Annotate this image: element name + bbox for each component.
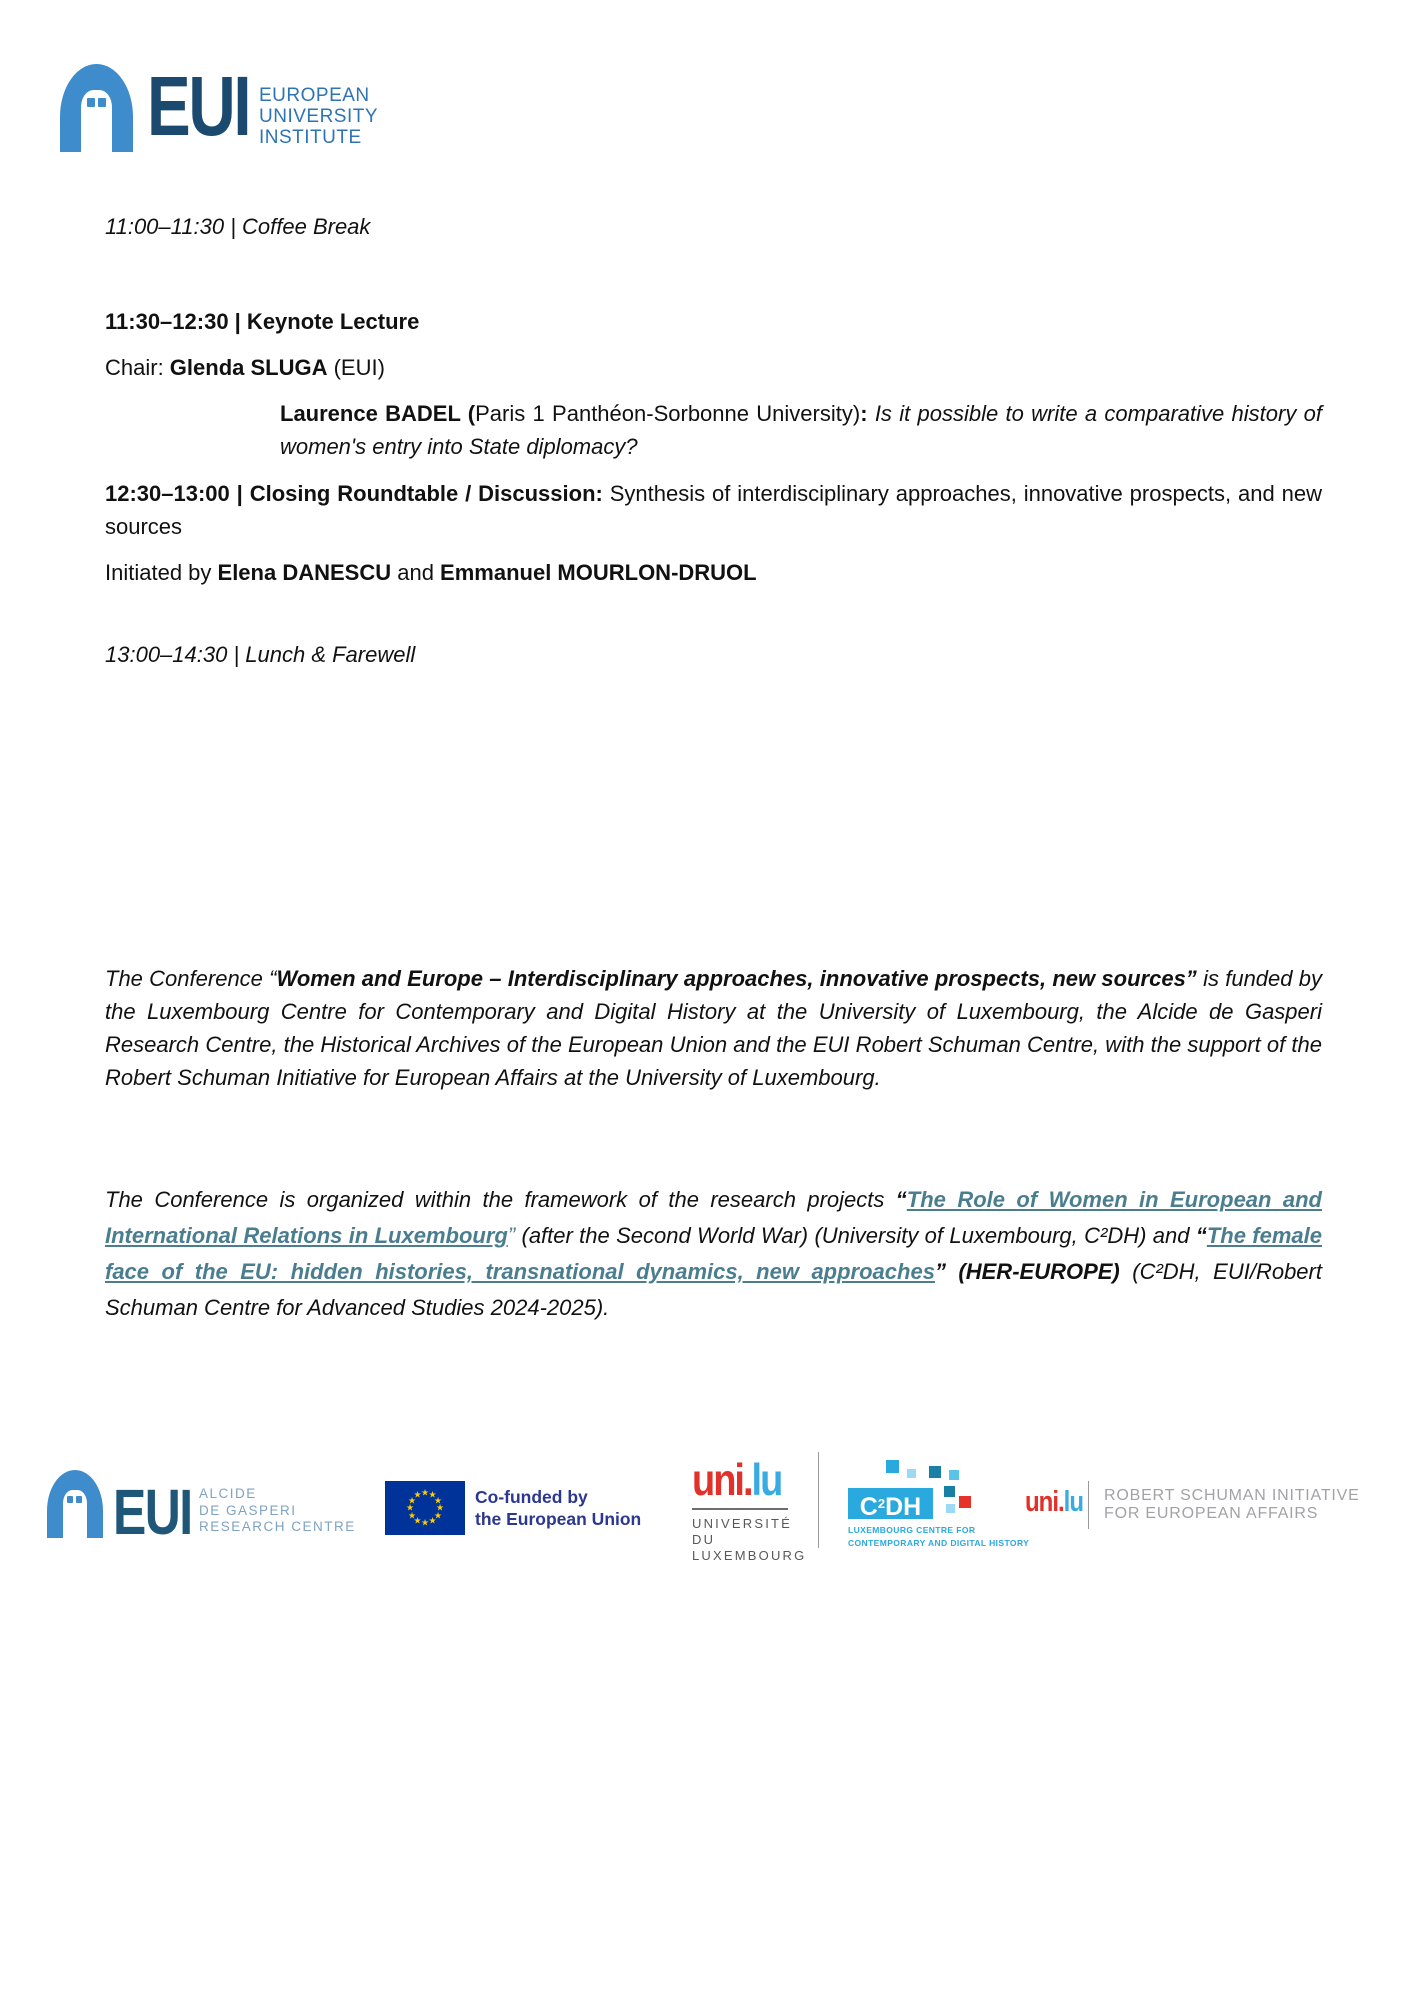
c2dh-letters: DH — [885, 1493, 922, 1521]
quote-mark: “ — [895, 1187, 907, 1212]
eu-cofunded-text — [475, 1486, 641, 1530]
c2dh-square — [944, 1486, 955, 1497]
eui-arch-door — [81, 90, 112, 152]
star-icon: ★ — [405, 1502, 415, 1513]
c2dh-square — [886, 1460, 899, 1473]
c2dh-square — [946, 1504, 955, 1513]
unilu-brand-blue: lu — [751, 1456, 782, 1506]
projects-mid: (after the Second World War) (University of Luxembourg, C²DH) and — [515, 1223, 1196, 1248]
rsi-name — [1104, 1487, 1360, 1523]
star-icon: ★ — [433, 1510, 443, 1520]
rsi-unilu-red: uni. — [1025, 1486, 1064, 1518]
quote-mark: ” — [934, 1259, 959, 1284]
projects-paragraph — [105, 1182, 1322, 1326]
unilu-name — [692, 1508, 807, 1564]
initiated-label: Initiated by — [105, 560, 218, 585]
quote-mark: “ — [1195, 1223, 1207, 1248]
projects-end: (C²DH, EUI/Robert Schuman Centre for Advanced Studies 2024-2025). — [105, 1259, 1322, 1320]
initiator-name: Emmanuel MOURLON-DRUOL — [440, 560, 757, 585]
roundtable-title: 12:30–13:00 | Closing Roundtable / Discussion: — [105, 481, 603, 506]
conference-title: Women and Europe – Interdisciplinary approaches, innovative prospects, new sources” — [276, 966, 1197, 991]
rsi-name-line: ROBERT SCHUMAN INITIATIVE — [1104, 1487, 1360, 1504]
c2dh-acronym — [848, 1488, 933, 1519]
keynote-speaker-block — [280, 397, 1322, 463]
star-icon: ★ — [413, 1515, 422, 1526]
initiated-and: and — [391, 560, 441, 585]
lunch-line: 13:00–14:30 | Lunch & Farewell — [105, 642, 416, 667]
eui-arch-window — [76, 1496, 82, 1503]
chair-affiliation: (EUI) — [327, 355, 385, 380]
eui-acronym-wrap — [147, 59, 267, 153]
unilu-name-line: UNIVERSITÉ DU — [692, 1516, 793, 1547]
star-icon: ★ — [407, 1495, 417, 1505]
chair-label: Chair: — [105, 355, 170, 380]
star-icon: ★ — [428, 1489, 437, 1500]
c2dh-name — [848, 1524, 1029, 1550]
funding-prefix: The Conference “ — [105, 966, 277, 991]
quote-mark: ” — [507, 1223, 516, 1248]
star-icon: ★ — [433, 1495, 443, 1505]
unilu-brand — [692, 1456, 788, 1506]
unilu-brand-red: uni. — [692, 1456, 752, 1506]
talk-title: Is it possible to write a comparative history of women's entry into State diplomacy? — [280, 401, 1322, 459]
star-icon: ★ — [407, 1510, 417, 1520]
roundtable-description: Synthesis of interdisciplinary approaches, innovative prospects, and new sources — [105, 481, 1323, 539]
alcide-eui-acronym-wrap — [113, 1470, 205, 1548]
alcide-centre-name — [199, 1486, 356, 1536]
eui-wordmark-line: EUROPEAN — [259, 85, 370, 106]
rsi-unilu-brand — [1025, 1486, 1083, 1519]
c2dh-letter: C — [859, 1493, 878, 1521]
chair-line — [105, 351, 1322, 384]
c2dh-name-line: LUXEMBOURG CENTRE FOR — [848, 1525, 976, 1535]
star-icon: ★ — [435, 1502, 445, 1513]
project-link-female-face-eu[interactable]: The female face of the EU: hidden histories, transnational dynamics, new approaches — [105, 1223, 1322, 1284]
funding-body: is funded by the Luxembourg Centre for Contemporary and Digital History at the University of Luxembourg, the Alcide de Gasperi Research Centre, the Historical Archives of the European Union and the EUI Robert Schuman Centre, with the support of the Robert Schuman Initiative for European Affairs at the University of Luxembourg. — [105, 966, 1323, 1090]
eui-wordmark-line: UNIVERSITY — [259, 106, 379, 127]
eui-acronym: EUI — [147, 59, 250, 153]
rsi-unilu-blue: lu — [1063, 1486, 1083, 1518]
eui-logo — [60, 59, 379, 153]
initiated-line — [105, 556, 1322, 589]
star-icon: ★ — [428, 1515, 437, 1526]
eui-arch-window — [98, 98, 106, 107]
alcide-eui-acronym: EUI — [113, 1476, 192, 1548]
eui-arch-icon — [47, 1470, 103, 1538]
alcide-line: DE GASPERI — [199, 1502, 297, 1518]
speaker-colon: : — [860, 401, 875, 426]
c2dh-square — [929, 1466, 941, 1478]
eui-arch-icon — [60, 64, 133, 152]
speaker-name: Laurence BADEL ( — [280, 401, 476, 426]
c2dh-square — [907, 1469, 916, 1478]
alcide-line: ALCIDE — [199, 1486, 257, 1501]
c2dh-sup: 2 — [877, 1496, 886, 1511]
c2dh-square — [959, 1496, 971, 1508]
eui-wordmark — [259, 85, 378, 148]
projects-prefix: The Conference is organized within the framework of the research projects — [105, 1187, 896, 1212]
star-icon: ★ — [420, 1487, 430, 1498]
initiator-name: Elena DANESCU — [217, 560, 392, 585]
funding-paragraph — [105, 962, 1322, 1094]
project-acronym: (HER-EUROPE) — [958, 1259, 1120, 1284]
eu-flag-icon — [385, 1481, 465, 1535]
star-icon: ★ — [420, 1517, 430, 1528]
c2dh-logo — [848, 1458, 1028, 1548]
eu-cofunded-line: Co-funded by — [475, 1487, 588, 1507]
unilu-logo — [692, 1456, 807, 1564]
eui-arch-window — [67, 1496, 73, 1503]
project-link-role-of-women[interactable]: The Role of Women in European and International Relations in Luxembourg — [105, 1187, 1322, 1248]
eui-arch-window — [87, 98, 95, 107]
alcide-line: RESEARCH CENTRE — [199, 1519, 356, 1534]
star-icon: ★ — [413, 1489, 422, 1500]
footer-divider — [1088, 1481, 1089, 1529]
footer-divider — [818, 1452, 819, 1548]
c2dh-name-line: CONTEMPORARY AND DIGITAL HISTORY — [848, 1538, 1030, 1548]
keynote-title: 11:30–12:30 | Keynote Lecture — [105, 309, 420, 334]
chair-name: Glenda SLUGA — [169, 355, 328, 380]
alcide-de-gasperi-logo — [47, 1470, 356, 1548]
coffee-break-line: 11:00–11:30 | Coffee Break — [105, 214, 371, 239]
rsi-name-line: FOR EUROPEAN AFFAIRS — [1104, 1505, 1319, 1522]
c2dh-square — [949, 1470, 959, 1480]
eu-cofunded-logo — [385, 1481, 641, 1535]
unilu-name-line: LUXEMBOURG — [692, 1548, 807, 1563]
eui-wordmark-line: INSTITUTE — [259, 127, 362, 148]
eu-cofunded-line: the European Union — [475, 1509, 642, 1529]
speaker-affiliation: Paris 1 Panthéon-Sorbonne University) — [475, 401, 861, 426]
roundtable-block — [105, 477, 1322, 543]
